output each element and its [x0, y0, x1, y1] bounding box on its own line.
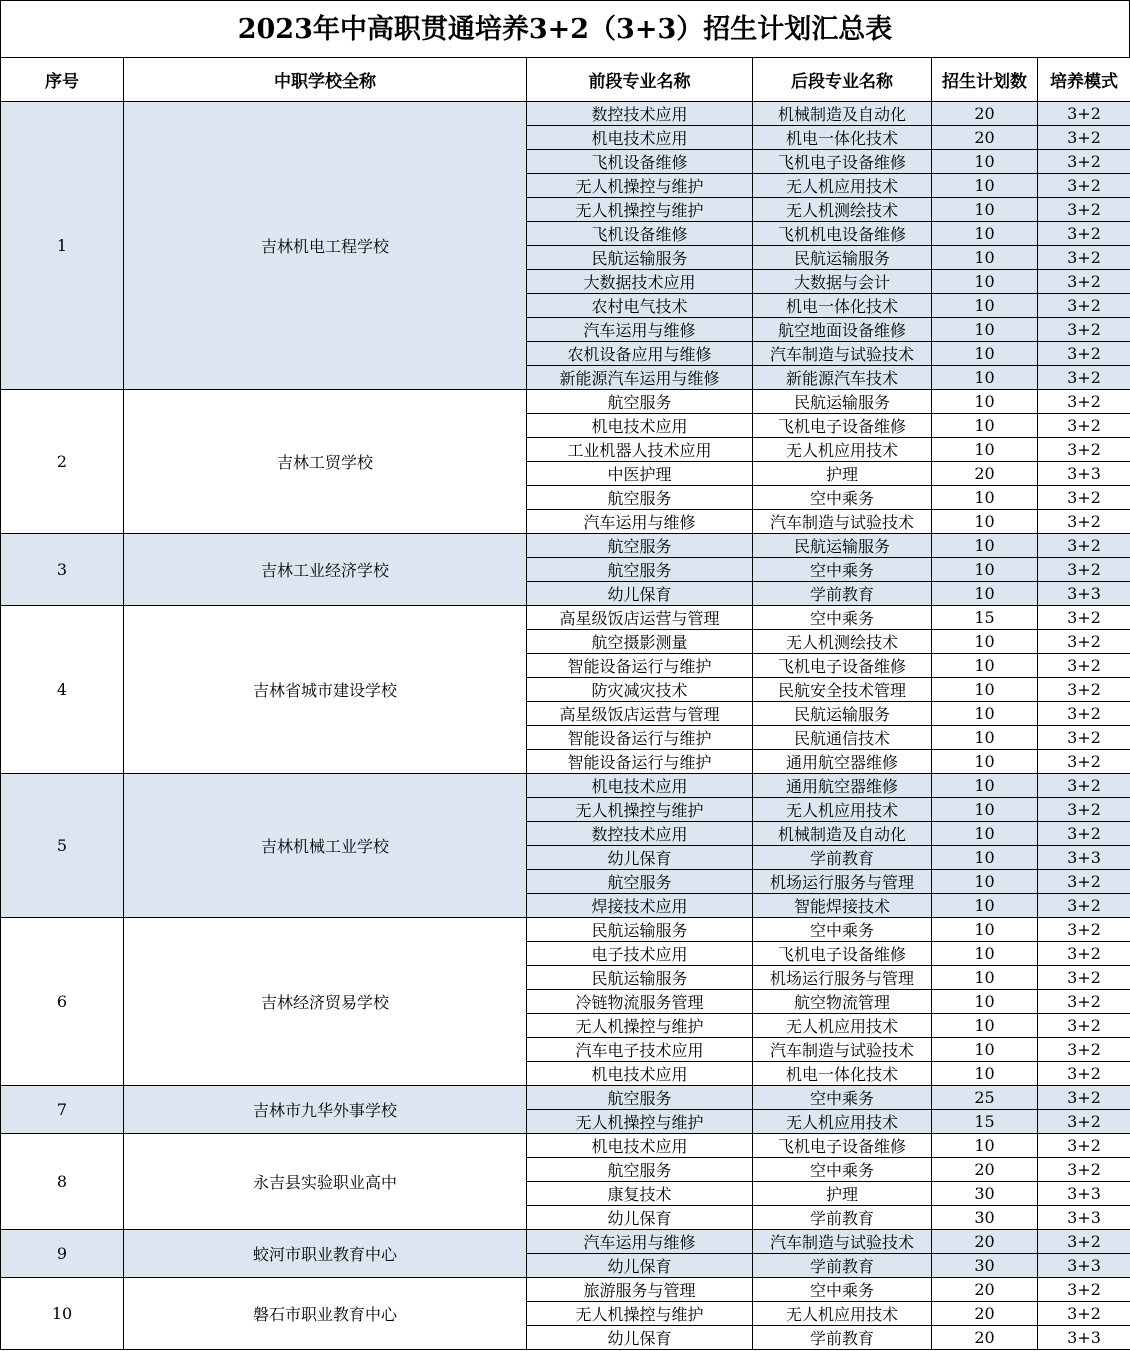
training-mode-cell: 3+3 [1038, 582, 1130, 606]
school-name-cell: 吉林机电工程学校 [124, 102, 527, 390]
training-mode-cell: 3+2 [1038, 198, 1130, 222]
training-mode-cell: 3+3 [1038, 1206, 1130, 1230]
front-major-cell: 冷链物流服务管理 [527, 990, 753, 1014]
plan-count-cell: 10 [932, 870, 1038, 894]
plan-count-cell: 30 [932, 1254, 1038, 1278]
back-major-cell: 新能源汽车技术 [753, 366, 932, 390]
plan-count-cell: 10 [932, 918, 1038, 942]
back-major-cell: 机电一体化技术 [753, 126, 932, 150]
front-major-cell: 机电技术应用 [527, 774, 753, 798]
header-school-name: 中职学校全称 [124, 58, 527, 102]
back-major-cell: 民航运输服务 [753, 246, 932, 270]
plan-count-cell: 20 [932, 1158, 1038, 1182]
plan-count-cell: 10 [932, 1038, 1038, 1062]
front-major-cell: 无人机操控与维护 [527, 1110, 753, 1134]
table-row [1, 774, 1130, 798]
training-mode-cell: 3+2 [1038, 558, 1130, 582]
back-major-cell: 飞机电子设备维修 [753, 654, 932, 678]
school-index-cell: 7 [1, 1086, 124, 1134]
training-mode-cell: 3+2 [1038, 1278, 1130, 1302]
back-major-cell: 空中乘务 [753, 1158, 932, 1182]
training-mode-cell: 3+2 [1038, 1302, 1130, 1326]
header-row [1, 58, 1130, 102]
front-major-cell: 民航运输服务 [527, 246, 753, 270]
back-major-cell: 学前教育 [753, 582, 932, 606]
school-index-cell: 3 [1, 534, 124, 606]
training-mode-cell: 3+2 [1038, 990, 1130, 1014]
plan-count-cell: 20 [932, 1302, 1038, 1326]
front-major-cell: 电子技术应用 [527, 942, 753, 966]
header-front-major: 前段专业名称 [527, 58, 753, 102]
back-major-cell: 飞机电子设备维修 [753, 1134, 932, 1158]
training-mode-cell: 3+2 [1038, 702, 1130, 726]
front-major-cell: 无人机操控与维护 [527, 1014, 753, 1038]
back-major-cell: 空中乘务 [753, 486, 932, 510]
front-major-cell: 幼儿保育 [527, 1254, 753, 1278]
back-major-cell: 汽车制造与试验技术 [753, 1230, 932, 1254]
front-major-cell: 数控技术应用 [527, 102, 753, 126]
training-mode-cell: 3+3 [1038, 462, 1130, 486]
training-mode-cell: 3+2 [1038, 678, 1130, 702]
front-major-cell: 航空服务 [527, 870, 753, 894]
training-mode-cell: 3+2 [1038, 390, 1130, 414]
training-mode-cell: 3+2 [1038, 750, 1130, 774]
plan-count-cell: 10 [932, 510, 1038, 534]
back-major-cell: 无人机应用技术 [753, 174, 932, 198]
front-major-cell: 新能源汽车运用与维修 [527, 366, 753, 390]
plan-count-cell: 10 [932, 390, 1038, 414]
back-major-cell: 航空物流管理 [753, 990, 932, 1014]
table-row [1, 1230, 1130, 1254]
school-name-cell: 吉林工贸学校 [124, 390, 527, 534]
front-major-cell: 民航运输服务 [527, 966, 753, 990]
header-plan-count: 招生计划数 [932, 58, 1038, 102]
training-mode-cell: 3+2 [1038, 246, 1130, 270]
front-major-cell: 无人机操控与维护 [527, 798, 753, 822]
training-mode-cell: 3+2 [1038, 222, 1130, 246]
front-major-cell: 航空服务 [527, 1158, 753, 1182]
plan-count-cell: 10 [932, 774, 1038, 798]
school-name-cell: 吉林省城市建设学校 [124, 606, 527, 774]
training-mode-cell: 3+2 [1038, 1086, 1130, 1110]
plan-count-cell: 30 [932, 1182, 1038, 1206]
plan-count-cell: 20 [932, 126, 1038, 150]
back-major-cell: 护理 [753, 462, 932, 486]
training-mode-cell: 3+2 [1038, 606, 1130, 630]
training-mode-cell: 3+2 [1038, 942, 1130, 966]
front-major-cell: 机电技术应用 [527, 1134, 753, 1158]
plan-count-cell: 10 [932, 414, 1038, 438]
front-major-cell: 防灾减灾技术 [527, 678, 753, 702]
plan-count-cell: 10 [932, 198, 1038, 222]
front-major-cell: 无人机操控与维护 [527, 198, 753, 222]
back-major-cell: 空中乘务 [753, 918, 932, 942]
back-major-cell: 民航安全技术管理 [753, 678, 932, 702]
back-major-cell: 无人机测绘技术 [753, 630, 932, 654]
back-major-cell: 机械制造及自动化 [753, 102, 932, 126]
front-major-cell: 民航运输服务 [527, 918, 753, 942]
front-major-cell: 幼儿保育 [527, 1326, 753, 1350]
back-major-cell: 民航运输服务 [753, 702, 932, 726]
plan-count-cell: 10 [932, 846, 1038, 870]
training-mode-cell: 3+2 [1038, 294, 1130, 318]
front-major-cell: 幼儿保育 [527, 1206, 753, 1230]
training-mode-cell: 3+2 [1038, 774, 1130, 798]
training-mode-cell: 3+3 [1038, 1182, 1130, 1206]
training-mode-cell: 3+2 [1038, 486, 1130, 510]
training-mode-cell: 3+2 [1038, 438, 1130, 462]
school-name-cell: 永吉县实验职业高中 [124, 1134, 527, 1230]
plan-count-cell: 10 [932, 342, 1038, 366]
back-major-cell: 智能焊接技术 [753, 894, 932, 918]
plan-count-cell: 10 [932, 630, 1038, 654]
training-mode-cell: 3+2 [1038, 1134, 1130, 1158]
training-mode-cell: 3+2 [1038, 414, 1130, 438]
school-index-cell: 2 [1, 390, 124, 534]
plan-count-cell: 15 [932, 606, 1038, 630]
back-major-cell: 汽车制造与试验技术 [753, 1038, 932, 1062]
back-major-cell: 空中乘务 [753, 1086, 932, 1110]
school-name-cell: 吉林机械工业学校 [124, 774, 527, 918]
plan-count-cell: 10 [932, 222, 1038, 246]
front-major-cell: 旅游服务与管理 [527, 1278, 753, 1302]
back-major-cell: 学前教育 [753, 1254, 932, 1278]
plan-count-cell: 10 [932, 702, 1038, 726]
back-major-cell: 学前教育 [753, 1206, 932, 1230]
school-index-cell: 5 [1, 774, 124, 918]
training-mode-cell: 3+2 [1038, 798, 1130, 822]
front-major-cell: 工业机器人技术应用 [527, 438, 753, 462]
training-mode-cell: 3+2 [1038, 126, 1130, 150]
plan-count-cell: 20 [932, 1278, 1038, 1302]
plan-count-cell: 20 [932, 1230, 1038, 1254]
table-row [1, 1134, 1130, 1158]
school-name-cell: 磐石市职业教育中心 [124, 1278, 527, 1350]
front-major-cell: 航空摄影测量 [527, 630, 753, 654]
header-index: 序号 [1, 58, 124, 102]
back-major-cell: 大数据与会计 [753, 270, 932, 294]
plan-count-cell: 10 [932, 438, 1038, 462]
school-index-cell: 9 [1, 1230, 124, 1278]
front-major-cell: 幼儿保育 [527, 846, 753, 870]
back-major-cell: 机场运行服务与管理 [753, 870, 932, 894]
training-mode-cell: 3+2 [1038, 654, 1130, 678]
plan-count-cell: 10 [932, 294, 1038, 318]
plan-count-cell: 10 [932, 150, 1038, 174]
plan-count-cell: 10 [932, 822, 1038, 846]
table-row [1, 918, 1130, 942]
back-major-cell: 机场运行服务与管理 [753, 966, 932, 990]
back-major-cell: 无人机应用技术 [753, 1110, 932, 1134]
plan-count-cell: 10 [932, 1014, 1038, 1038]
back-major-cell: 无人机应用技术 [753, 438, 932, 462]
plan-count-cell: 10 [932, 678, 1038, 702]
training-mode-cell: 3+2 [1038, 1110, 1130, 1134]
plan-count-cell: 10 [932, 798, 1038, 822]
back-major-cell: 飞机电子设备维修 [753, 150, 932, 174]
school-name-cell: 吉林工业经济学校 [124, 534, 527, 606]
front-major-cell: 中医护理 [527, 462, 753, 486]
front-major-cell: 数控技术应用 [527, 822, 753, 846]
table-title: 2023年中高职贯通培养3+2（3+3）招生计划汇总表 [0, 0, 1130, 57]
front-major-cell: 航空服务 [527, 1086, 753, 1110]
front-major-cell: 无人机操控与维护 [527, 174, 753, 198]
school-name-cell: 蛟河市职业教育中心 [124, 1230, 527, 1278]
training-mode-cell: 3+3 [1038, 1254, 1130, 1278]
training-mode-cell: 3+2 [1038, 630, 1130, 654]
front-major-cell: 智能设备运行与维护 [527, 750, 753, 774]
training-mode-cell: 3+2 [1038, 534, 1130, 558]
school-index-cell: 4 [1, 606, 124, 774]
training-mode-cell: 3+2 [1038, 270, 1130, 294]
back-major-cell: 飞机电子设备维修 [753, 414, 932, 438]
plan-count-cell: 10 [932, 270, 1038, 294]
school-name-cell: 吉林经济贸易学校 [124, 918, 527, 1086]
front-major-cell: 智能设备运行与维护 [527, 726, 753, 750]
plan-count-cell: 10 [932, 1062, 1038, 1086]
back-major-cell: 民航运输服务 [753, 534, 932, 558]
training-mode-cell: 3+2 [1038, 1038, 1130, 1062]
back-major-cell: 民航通信技术 [753, 726, 932, 750]
training-mode-cell: 3+2 [1038, 342, 1130, 366]
training-mode-cell: 3+2 [1038, 918, 1130, 942]
plan-count-cell: 20 [932, 1326, 1038, 1350]
school-index-cell: 8 [1, 1134, 124, 1230]
front-major-cell: 飞机设备维修 [527, 150, 753, 174]
training-mode-cell: 3+2 [1038, 318, 1130, 342]
school-index-cell: 1 [1, 102, 124, 390]
plan-count-cell: 10 [932, 174, 1038, 198]
training-mode-cell: 3+2 [1038, 366, 1130, 390]
back-major-cell: 通用航空器维修 [753, 750, 932, 774]
front-major-cell: 幼儿保育 [527, 582, 753, 606]
training-mode-cell: 3+2 [1038, 822, 1130, 846]
back-major-cell: 学前教育 [753, 846, 932, 870]
front-major-cell: 汽车电子技术应用 [527, 1038, 753, 1062]
plan-count-cell: 10 [932, 942, 1038, 966]
table-row [1, 102, 1130, 126]
training-mode-cell: 3+2 [1038, 1062, 1130, 1086]
plan-count-cell: 20 [932, 462, 1038, 486]
school-name-cell: 吉林市九华外事学校 [124, 1086, 527, 1134]
back-major-cell: 空中乘务 [753, 606, 932, 630]
header-back-major: 后段专业名称 [753, 58, 932, 102]
back-major-cell: 无人机应用技术 [753, 1302, 932, 1326]
back-major-cell: 汽车制造与试验技术 [753, 342, 932, 366]
front-major-cell: 航空服务 [527, 390, 753, 414]
plan-count-cell: 30 [932, 1206, 1038, 1230]
training-mode-cell: 3+3 [1038, 846, 1130, 870]
back-major-cell: 机械制造及自动化 [753, 822, 932, 846]
front-major-cell: 汽车运用与维修 [527, 318, 753, 342]
training-mode-cell: 3+2 [1038, 102, 1130, 126]
front-major-cell: 高星级饭店运营与管理 [527, 606, 753, 630]
training-mode-cell: 3+2 [1038, 1014, 1130, 1038]
back-major-cell: 无人机应用技术 [753, 798, 932, 822]
table-row [1, 606, 1130, 630]
front-major-cell: 大数据技术应用 [527, 270, 753, 294]
school-index-cell: 10 [1, 1278, 124, 1350]
plan-count-cell: 10 [932, 534, 1038, 558]
front-major-cell: 航空服务 [527, 534, 753, 558]
table-row [1, 1278, 1130, 1302]
training-mode-cell: 3+2 [1038, 150, 1130, 174]
back-major-cell: 护理 [753, 1182, 932, 1206]
school-index-cell: 6 [1, 918, 124, 1086]
back-major-cell: 航空地面设备维修 [753, 318, 932, 342]
training-mode-cell: 3+2 [1038, 174, 1130, 198]
front-major-cell: 飞机设备维修 [527, 222, 753, 246]
front-major-cell: 焊接技术应用 [527, 894, 753, 918]
front-major-cell: 航空服务 [527, 486, 753, 510]
plan-count-cell: 10 [932, 486, 1038, 510]
front-major-cell: 航空服务 [527, 558, 753, 582]
plan-count-cell: 10 [932, 750, 1038, 774]
front-major-cell: 汽车运用与维修 [527, 1230, 753, 1254]
back-major-cell: 机电一体化技术 [753, 294, 932, 318]
training-mode-cell: 3+2 [1038, 894, 1130, 918]
front-major-cell: 无人机操控与维护 [527, 1302, 753, 1326]
back-major-cell: 汽车制造与试验技术 [753, 510, 932, 534]
training-mode-cell: 3+2 [1038, 1230, 1130, 1254]
plan-count-cell: 15 [932, 1110, 1038, 1134]
front-major-cell: 汽车运用与维修 [527, 510, 753, 534]
back-major-cell: 通用航空器维修 [753, 774, 932, 798]
plan-count-cell: 10 [932, 726, 1038, 750]
plan-count-cell: 10 [932, 990, 1038, 1014]
training-mode-cell: 3+2 [1038, 870, 1130, 894]
training-mode-cell: 3+2 [1038, 510, 1130, 534]
front-major-cell: 智能设备运行与维护 [527, 654, 753, 678]
plan-count-cell: 25 [932, 1086, 1038, 1110]
back-major-cell: 空中乘务 [753, 1278, 932, 1302]
header-training-mode: 培养模式 [1038, 58, 1130, 102]
back-major-cell: 飞机电子设备维修 [753, 942, 932, 966]
plan-count-cell: 10 [932, 654, 1038, 678]
plan-count-cell: 10 [932, 1134, 1038, 1158]
plan-count-cell: 10 [932, 318, 1038, 342]
table-row [1, 1086, 1130, 1110]
back-major-cell: 机电一体化技术 [753, 1062, 932, 1086]
front-major-cell: 农村电气技术 [527, 294, 753, 318]
table-row [1, 390, 1130, 414]
table-row [1, 534, 1130, 558]
plan-count-cell: 10 [932, 582, 1038, 606]
plan-count-cell: 10 [932, 894, 1038, 918]
front-major-cell: 康复技术 [527, 1182, 753, 1206]
plan-count-cell: 20 [932, 102, 1038, 126]
front-major-cell: 机电技术应用 [527, 126, 753, 150]
plan-count-cell: 10 [932, 366, 1038, 390]
front-major-cell: 农机设备应用与维修 [527, 342, 753, 366]
back-major-cell: 无人机测绘技术 [753, 198, 932, 222]
front-major-cell: 高星级饭店运营与管理 [527, 702, 753, 726]
training-mode-cell: 3+2 [1038, 1158, 1130, 1182]
back-major-cell: 空中乘务 [753, 558, 932, 582]
back-major-cell: 学前教育 [753, 1326, 932, 1350]
plan-count-cell: 10 [932, 966, 1038, 990]
plan-count-cell: 10 [932, 558, 1038, 582]
training-mode-cell: 3+2 [1038, 966, 1130, 990]
back-major-cell: 民航运输服务 [753, 390, 932, 414]
enrollment-plan-table [0, 57, 1130, 1350]
plan-count-cell: 10 [932, 246, 1038, 270]
back-major-cell: 飞机机电设备维修 [753, 222, 932, 246]
back-major-cell: 无人机应用技术 [753, 1014, 932, 1038]
training-mode-cell: 3+2 [1038, 726, 1130, 750]
training-mode-cell: 3+3 [1038, 1326, 1130, 1350]
front-major-cell: 机电技术应用 [527, 414, 753, 438]
front-major-cell: 机电技术应用 [527, 1062, 753, 1086]
